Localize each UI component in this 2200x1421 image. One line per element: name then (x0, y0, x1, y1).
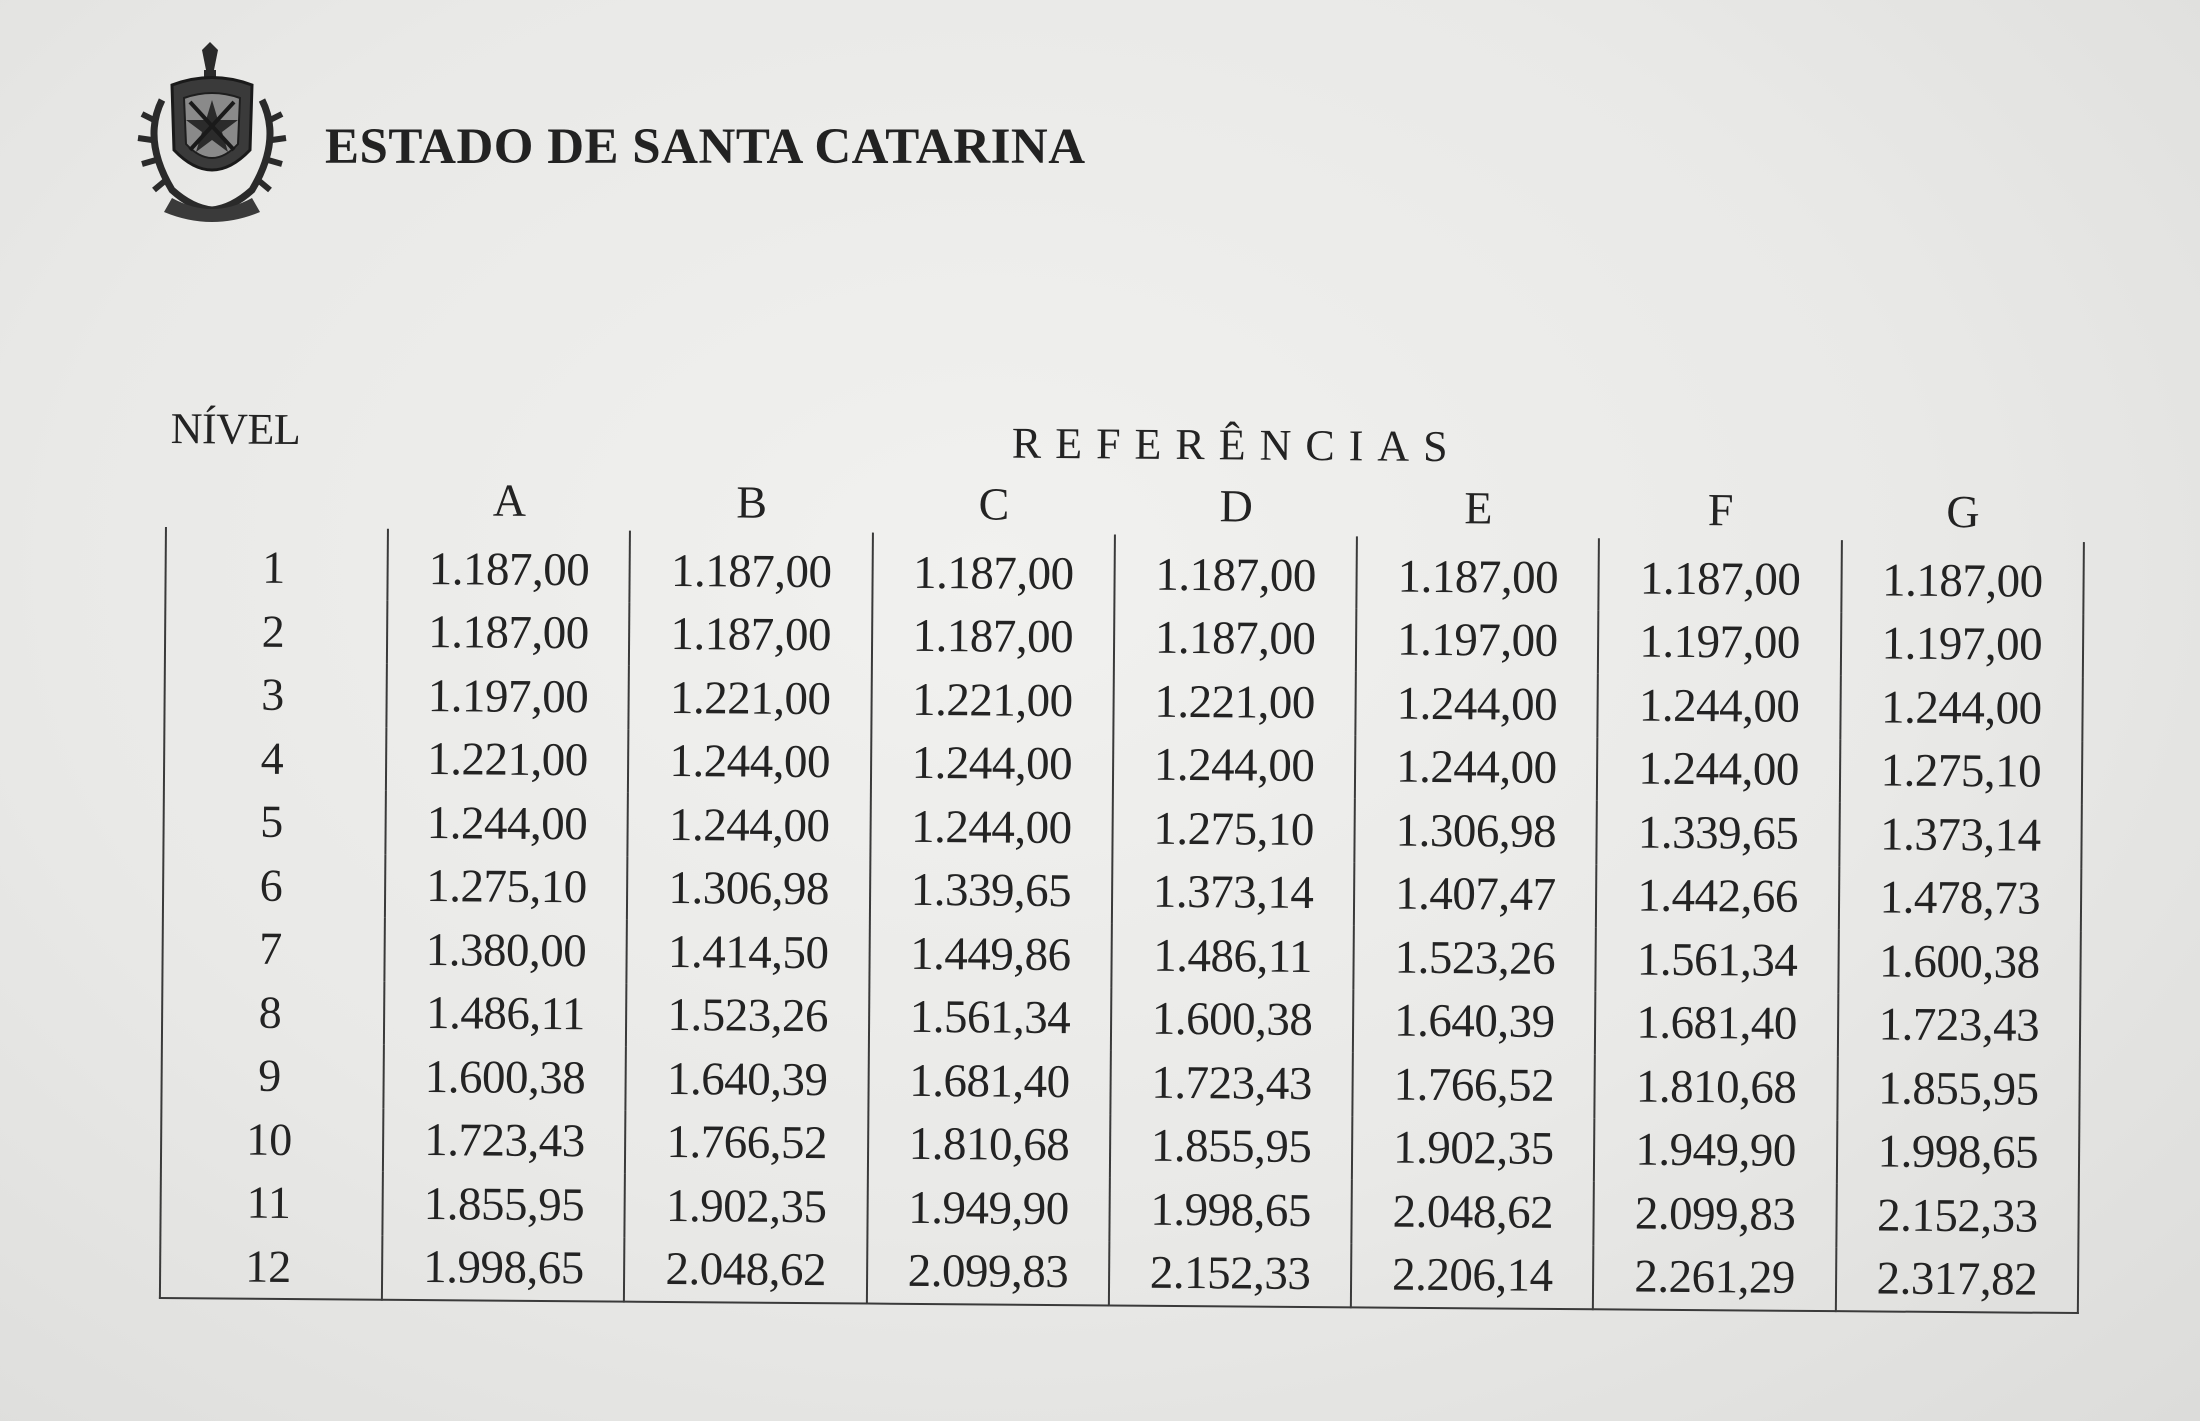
value-cell-d: 1.723,43 (1110, 1050, 1353, 1115)
value-cell-g: 1.723,43 (1837, 993, 2080, 1058)
value-cell-g: 1.244,00 (1840, 675, 2083, 740)
value-cell-f: 2.261,29 (1593, 1245, 1836, 1311)
value-cell-c: 1.561,34 (869, 985, 1112, 1050)
value-cell-c: 1.339,65 (870, 858, 1113, 923)
nivel-cell: 10 (161, 1106, 384, 1171)
nivel-cell: 8 (162, 979, 385, 1044)
value-cell-c: 1.810,68 (868, 1112, 1111, 1177)
state-header-title: ESTADO DE SANTA CATARINA (325, 119, 1086, 175)
value-cell-e: 2.206,14 (1351, 1243, 1594, 1309)
referencias-header: REFERÊNCIAS (1011, 418, 1462, 471)
value-cell-g: 1.197,00 (1840, 612, 2083, 677)
column-header-f: F (1707, 483, 1734, 535)
value-cell-g: 2.152,33 (1836, 1183, 2079, 1248)
value-cell-g: 1.275,10 (1839, 739, 2082, 804)
value-cell-a: 1.723,43 (383, 1108, 626, 1173)
value-cell-d: 1.600,38 (1111, 987, 1354, 1052)
value-cell-d: 1.244,00 (1113, 733, 1356, 798)
value-cell-c: 1.449,86 (869, 922, 1112, 987)
value-cell-g: 1.478,73 (1838, 866, 2081, 931)
column-header-e: E (1464, 481, 1493, 533)
value-cell-d: 1.275,10 (1112, 796, 1355, 861)
value-cell-c: 1.949,90 (867, 1176, 1110, 1241)
value-cell-f: 1.949,90 (1594, 1118, 1837, 1183)
nivel-cell: 12 (160, 1233, 383, 1299)
nivel-header: NÍVEL (170, 404, 301, 455)
value-cell-f: 1.339,65 (1597, 800, 1840, 865)
value-cell-e: 1.306,98 (1355, 798, 1598, 863)
value-cell-c: 1.187,00 (872, 533, 1115, 606)
value-cell-c: 2.099,83 (867, 1239, 1110, 1305)
value-cell-a: 1.275,10 (385, 854, 628, 919)
value-cell-e: 1.902,35 (1352, 1116, 1595, 1181)
value-cell-e: 1.640,39 (1353, 989, 1596, 1054)
value-cell-b: 1.244,00 (628, 729, 871, 794)
value-cell-a: 1.855,95 (383, 1172, 626, 1237)
value-cell-e: 1.523,26 (1354, 925, 1597, 990)
value-cell-b: 1.187,00 (629, 602, 872, 667)
value-cell-c: 1.244,00 (871, 731, 1114, 796)
nivel-cell: 4 (164, 725, 387, 790)
value-cell-c: 1.681,40 (868, 1049, 1111, 1114)
value-cell-b: 1.902,35 (625, 1174, 868, 1239)
value-cell-a: 1.486,11 (384, 981, 627, 1046)
column-header-b: B (736, 475, 768, 528)
value-cell-a: 1.221,00 (386, 727, 629, 792)
value-cell-b: 1.640,39 (626, 1047, 869, 1112)
value-cell-f: 2.099,83 (1594, 1181, 1837, 1246)
value-cell-c: 1.221,00 (871, 668, 1114, 733)
salary-table-container (159, 395, 2086, 1314)
value-cell-e: 1.407,47 (1354, 862, 1597, 927)
value-cell-b: 1.221,00 (629, 666, 872, 731)
value-cell-f: 1.197,00 (1598, 610, 1841, 675)
salary-table (159, 395, 2086, 1314)
value-cell-b: 1.244,00 (628, 793, 871, 858)
value-cell-f: 1.810,68 (1595, 1054, 1838, 1119)
value-cell-d: 1.373,14 (1112, 860, 1355, 925)
value-cell-f: 1.561,34 (1596, 927, 1839, 992)
value-cell-e: 1.244,00 (1356, 671, 1599, 736)
coat-of-arms-seal (132, 40, 292, 230)
column-header-g: G (1946, 485, 1980, 537)
value-cell-b: 1.523,26 (626, 983, 869, 1048)
value-cell-e: 1.187,00 (1357, 536, 1600, 609)
nivel-cell: 2 (165, 599, 388, 664)
value-cell-b: 1.187,00 (630, 531, 873, 604)
nivel-cell: 6 (163, 852, 386, 917)
value-cell-d: 2.152,33 (1109, 1241, 1352, 1307)
nivel-cell: 1 (165, 527, 388, 600)
value-cell-a: 1.600,38 (384, 1045, 627, 1110)
column-header-a: A (492, 474, 527, 526)
value-cell-b: 1.766,52 (625, 1110, 868, 1175)
value-cell-f: 1.244,00 (1598, 673, 1841, 738)
value-cell-g: 1.855,95 (1837, 1056, 2080, 1121)
value-cell-g: 1.998,65 (1836, 1120, 2079, 1185)
nivel-cell: 7 (162, 916, 385, 981)
value-cell-g: 2.317,82 (1835, 1247, 2078, 1313)
value-cell-d: 1.187,00 (1114, 534, 1357, 607)
column-header-c: C (978, 477, 1010, 530)
nivel-cell: 5 (163, 789, 386, 854)
value-cell-c: 1.244,00 (870, 795, 1113, 860)
value-cell-d: 1.221,00 (1113, 669, 1356, 734)
value-cell-f: 1.442,66 (1596, 864, 1839, 929)
value-cell-b: 1.306,98 (627, 856, 870, 921)
nivel-cell: 9 (161, 1043, 384, 1108)
value-cell-c: 1.187,00 (872, 604, 1115, 669)
value-cell-f: 1.681,40 (1595, 991, 1838, 1056)
value-cell-g: 1.600,38 (1838, 929, 2081, 994)
nivel-cell: 11 (160, 1170, 383, 1235)
nivel-cell: 3 (164, 662, 387, 727)
column-header-d: D (1219, 479, 1254, 532)
value-cell-g: 1.373,14 (1839, 802, 2082, 867)
value-cell-e: 1.244,00 (1355, 735, 1598, 800)
value-cell-d: 1.187,00 (1114, 606, 1357, 671)
value-cell-a: 1.197,00 (387, 664, 630, 729)
table-body (160, 527, 2084, 1313)
value-cell-a: 1.187,00 (388, 529, 631, 602)
value-cell-g: 1.187,00 (1841, 540, 2084, 613)
value-cell-e: 2.048,62 (1352, 1179, 1595, 1244)
value-cell-e: 1.766,52 (1353, 1052, 1596, 1117)
value-cell-d: 1.855,95 (1110, 1114, 1353, 1179)
value-cell-a: 1.187,00 (387, 600, 630, 665)
value-cell-a: 1.244,00 (386, 791, 629, 856)
value-cell-a: 1.998,65 (382, 1235, 625, 1301)
value-cell-a: 1.380,00 (385, 918, 628, 983)
table-row (160, 1233, 2078, 1313)
value-cell-f: 1.187,00 (1599, 538, 1842, 611)
value-cell-d: 1.998,65 (1109, 1177, 1352, 1242)
value-cell-d: 1.486,11 (1111, 923, 1354, 988)
value-cell-b: 1.414,50 (627, 920, 870, 985)
value-cell-f: 1.244,00 (1597, 737, 1840, 802)
value-cell-e: 1.197,00 (1356, 608, 1599, 673)
value-cell-b: 2.048,62 (624, 1237, 867, 1303)
